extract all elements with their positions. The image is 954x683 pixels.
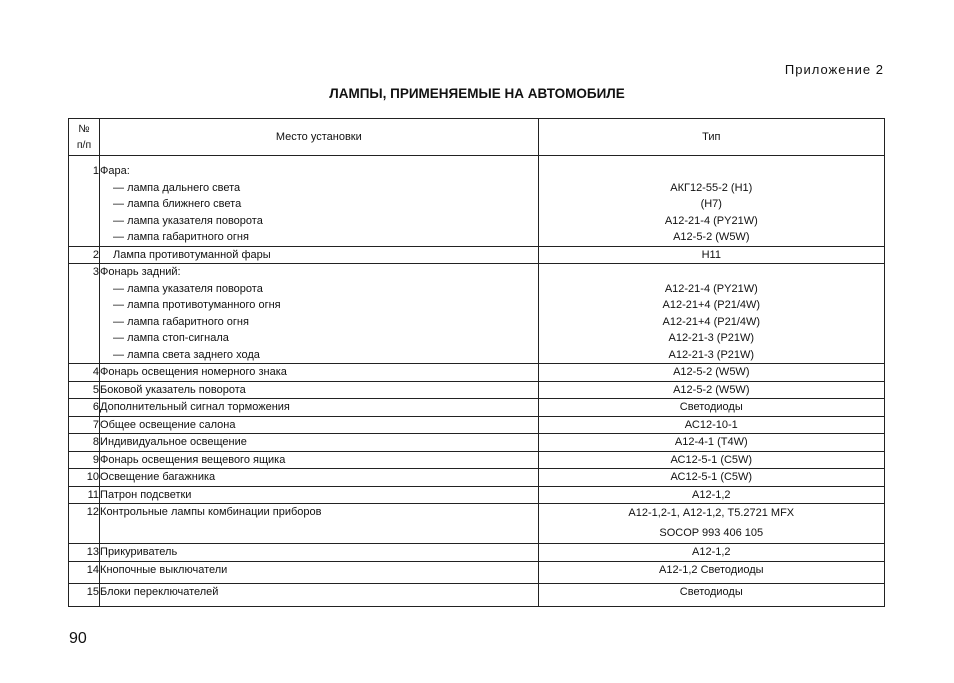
row-place: Дополнительный сигнал торможения xyxy=(100,399,539,417)
table-row xyxy=(69,156,885,247)
row-place: Общее освещение салона xyxy=(100,416,539,434)
row-number: 11 xyxy=(69,486,100,504)
sub-item-type: А12-21+4 (P21/4W) xyxy=(662,315,761,328)
sub-item-place: — лампа указателя поворота xyxy=(113,282,263,295)
table-row xyxy=(69,416,885,434)
row-number: 12 xyxy=(69,504,100,544)
row-place: Контрольные лампы комбинации приборов xyxy=(100,504,539,544)
column-header-number-line1: № xyxy=(78,123,90,135)
table-row xyxy=(69,469,885,487)
row-type xyxy=(538,264,884,364)
table-row xyxy=(69,264,885,364)
type-line: SOCOP 993 406 105 xyxy=(659,526,764,539)
table-row xyxy=(69,364,885,382)
page-title: ЛАМПЫ, ПРИМЕНЯЕМЫЕ НА АВТОМОБИЛЕ xyxy=(329,86,625,101)
row-number: 4 xyxy=(69,364,100,382)
row-number: 6 xyxy=(69,399,100,417)
sub-item-type: А12-21-3 (P21W) xyxy=(668,348,755,361)
row-type: Н11 xyxy=(538,246,884,264)
row-place: Индивидуальное освещение xyxy=(100,434,539,452)
row-type: А12-1,2 xyxy=(538,486,884,504)
row-number: 14 xyxy=(69,561,100,584)
lamps-table xyxy=(68,118,885,607)
group-title: Фара: xyxy=(100,165,130,177)
appendix-label: Приложение 2 xyxy=(784,62,884,77)
table-row xyxy=(69,504,885,544)
sub-item-type: А12-21+4 (P21/4W) xyxy=(662,299,761,311)
row-place xyxy=(100,156,539,247)
table-row xyxy=(69,246,885,264)
row-number: 13 xyxy=(69,544,100,562)
row-place xyxy=(100,264,539,364)
row-type: А12-1,2 xyxy=(538,544,884,562)
row-number: 1 xyxy=(69,156,100,247)
row-place: Блоки переключателей xyxy=(100,584,539,607)
row-number: 3 xyxy=(69,264,100,364)
row-place: Фонарь освещения номерного знака xyxy=(100,364,539,382)
table-row xyxy=(69,434,885,452)
table-row xyxy=(69,544,885,562)
page-number: 90 xyxy=(69,630,87,647)
row-place: Боковой указатель поворота xyxy=(100,381,539,399)
sub-item-place: — лампа дальнего света xyxy=(113,181,241,194)
sub-item-place: — лампа указателя поворота xyxy=(113,214,263,227)
row-place: Фонарь освещения вещевого ящика xyxy=(100,451,539,469)
row-number: 10 xyxy=(69,469,100,487)
column-header-place: Место установки xyxy=(100,119,539,156)
column-header-type: Тип xyxy=(538,119,884,156)
row-number: 2 xyxy=(69,246,100,264)
group-title: Фонарь задний: xyxy=(100,266,181,278)
row-type: Светодиоды xyxy=(538,584,884,607)
sub-item-place: — лампа габаритного огня xyxy=(113,231,249,243)
row-type: А12-5-2 (W5W) xyxy=(538,364,884,382)
sub-item-type: А12-21-4 (PY21W) xyxy=(664,214,758,227)
sub-item-type: (Н7) xyxy=(700,198,722,210)
sub-item-type: АКГ12-55-2 (Н1) xyxy=(670,181,753,194)
table-row xyxy=(69,399,885,417)
sub-item-type: А12-21-3 (P21W) xyxy=(668,332,755,344)
group-title-spacer xyxy=(539,264,884,281)
table-row xyxy=(69,451,885,469)
sub-item-place: — лампа стоп-сигнала xyxy=(113,332,229,344)
row-place: Освещение багажника xyxy=(100,469,539,487)
row-number: 5 xyxy=(69,381,100,399)
sub-item-type: А12-5-2 (W5W) xyxy=(673,231,750,243)
row-type: АС12-10-1 xyxy=(538,416,884,434)
row-type: А12-1,2 Светодиоды xyxy=(538,561,884,584)
table-header-row xyxy=(69,119,885,156)
row-type xyxy=(538,156,884,247)
row-number: 15 xyxy=(69,584,100,607)
sub-item-place: — лампа ближнего света xyxy=(113,198,242,210)
table-row xyxy=(69,486,885,504)
column-header-number-line2: п/п xyxy=(76,139,92,151)
sub-item-place: — лампа противотуманного огня xyxy=(113,299,281,311)
table-row xyxy=(69,381,885,399)
row-number: 9 xyxy=(69,451,100,469)
row-number: 8 xyxy=(69,434,100,452)
column-header-number xyxy=(69,119,100,156)
sub-item-type: А12-21-4 (PY21W) xyxy=(664,282,758,295)
table-row xyxy=(69,584,885,607)
row-place: Кнопочные выключатели xyxy=(100,561,539,584)
row-type: А12-5-2 (W5W) xyxy=(538,381,884,399)
row-place: Патрон подсветки xyxy=(100,486,539,504)
row-type: АС12-5-1 (C5W) xyxy=(538,469,884,487)
row-number: 7 xyxy=(69,416,100,434)
row-type: АС12-5-1 (C5W) xyxy=(538,451,884,469)
type-line: А12-1,2-1, А12-1,2, Т5.2721 MFX xyxy=(628,507,795,519)
group-title-spacer xyxy=(539,163,884,180)
table-row xyxy=(69,561,885,584)
row-type: Светодиоды xyxy=(538,399,884,417)
row-type xyxy=(538,504,884,544)
row-type: А12-4-1 (T4W) xyxy=(538,434,884,452)
sub-item-place: — лампа габаритного огня xyxy=(113,315,249,328)
row-place: Лампа противотуманной фары xyxy=(100,246,539,264)
row-place: Прикуриватель xyxy=(100,544,539,562)
sub-item-place: — лампа света заднего хода xyxy=(113,348,260,361)
